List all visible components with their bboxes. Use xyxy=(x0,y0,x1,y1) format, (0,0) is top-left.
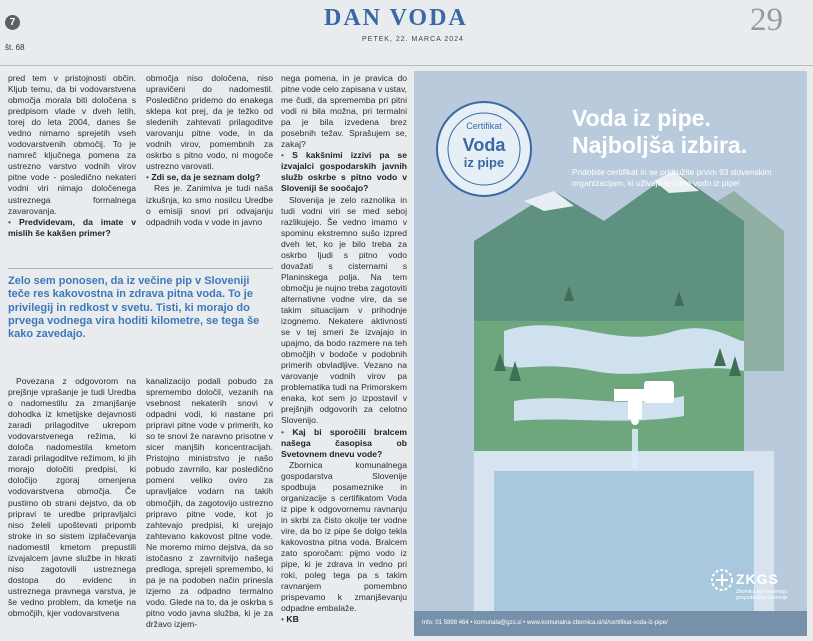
ad-headline xyxy=(572,105,802,159)
zkgs-logo-icon xyxy=(710,568,734,592)
ad-headline-line-2: Najboljša izbira. xyxy=(572,132,748,158)
paragraph: nega pomena, in je pravica do pitne vode celo zapisana v ustav, me čudi, da sprememba pri pitni vodi ni bila možna, pri termalni pa je bila izvedena brez posebnih težav. Sprašujem se, zakaj? xyxy=(281,73,407,150)
ad-contact-footer: Info: 01 5898 464 • komunala@gzs.si • www.komunalna-zbornica.si/sl/certifikat-voda-iz-pipe/ xyxy=(414,611,807,636)
issue-number: št. 68 xyxy=(5,43,25,52)
interview-question xyxy=(8,217,136,239)
paragraph: kanalizacijo podali pobudo za spremembo določil, vezanih na vsebnost nekaterih snovi v odpadni vodi, ki nastane pri pripravi pitne vode v primerih, ko so te snovi že naravno prisotne v sicer manjših koncentracijah. Pristojno ministrstvo je našo pobudo zavrnilo, kar posledično pomeni veliko oviro za upravljalce vodarn na takih območjih, da zagotovijo ustrezno pripravo pitne vode, kot jo zahtevajo predpisi, ki urejajo zahtevano kakovost pitne vode. Ne moremo mimo dejstva, da so istočasno z zavrnitvijo našega predloga, sprejeli spremembo, ki pa je na podoben način prinesla izjemo za odpadno termalno vodo. Glede na to, da je oskrba s pitno vodo javna služba, ki je za državo izjem- xyxy=(146,376,273,630)
paragraph: Slovenija je zelo raznolika in tudi vodni viri se med seboj razlikujejo. Še vedno imamo v spominu ekstremno sušo izpred dveh let, ko je bilo treba za oskrbo ljudi s pitno vodo dovažati s cisternami s Planinskega polja. Na tem območju je nujno treba zagotoviti alternativne vodne vire, da se takim situacijam v prihodnje izognemo. Nekatere aktivnosti se v tej smeri že izvajajo in upajmo, da bodo razmere na teh območjih v bodoče v podobnih primerih obvladljive. Vezano na varovanje vodnih virov pa problematika tudi na Primorskem enaka, kot sem jo izpostavil v prejšnjih odgovorih za celotno Slovenijo. xyxy=(281,194,407,426)
bullet-icon: • xyxy=(281,614,287,625)
certificate-seal-icon xyxy=(434,99,534,199)
signature-text: KB xyxy=(286,614,299,625)
question-text: Kaj bi sporočili bralcem našega časopisa ob Svetovnem dnevu vode? xyxy=(281,426,407,459)
paragraph: Res je. Zanimiva je tudi naša izkušnja, ko smo nosilcu Uredbe o emisiji snovi pri odvajanju odpadnih voda v vode in javno xyxy=(146,183,273,227)
seal-main-text-1: Voda xyxy=(462,135,506,155)
seal-top-text: Certifikat xyxy=(466,121,502,131)
bullet-icon: • xyxy=(8,216,19,227)
paragraph: pred tem v pristojnosti občin. Kljub temu, da bi vodovarstvena območja morala biti določena s predpisom vlade v dveh letih, torej do leta 2004, danes še vedno nimamo sprejetih vseh vodovarstvenih območij. To je namreč ključnega pomena za ustrezno varstvo vodnih virov pitne vode - posledično nekateri vodni viri nimajo določenega ustreznega formalnega zavarovanja. xyxy=(8,73,136,216)
article-lower-column-2 xyxy=(146,376,273,639)
seal-main-text-2: iz pipe xyxy=(463,155,505,170)
bullet-icon: • xyxy=(146,172,152,183)
voda-iz-pipe-advertisement xyxy=(414,71,807,636)
question-text: S kakšnimi izzivi pa se izvajalci gospodarskih javnih služb oskrbe s pitno vodo v Sloveniji še soočajo? xyxy=(281,150,407,194)
paragraph: Povezana z odgovorom na prejšnje vprašanje je tudi Uredba o nadomestilu za zmanjšanje dohodka iz kmetijske dejavnosti zaradi prilagoditve ukrepom vodovarstvenega režima, ki določa nadomestila kmetom zaradi prilagoditve režimom, ki jih morajo določiti predpisi, ki določijo zgoraj omenjena vodovarstvena območja. Če pustimo ob strani dejstvo, da ob pripravi te uredbe pripravljalci niso želeli upoštevati pripomb stroke in so sistem izplačevanja nadomestil kmetom prepustili izvajalcem javne službe in hkrati niso zagotovili ustreznega dostopa do evidenc in ustreznega pravnega varstva, je še vedno problem, da kmetje na območjih, kjer vodovarstvena xyxy=(8,376,136,618)
interview-question xyxy=(146,172,273,183)
page-number: 29 xyxy=(750,2,783,38)
ad-headline-line-1: Voda iz pipe. xyxy=(572,105,711,131)
question-text: Predvidevam, da imate v mislih še kakšen primer? xyxy=(8,216,136,238)
bullet-icon: • xyxy=(281,426,293,437)
author-signature xyxy=(281,614,407,625)
paragraph: območja niso določena, niso upravičeni do nadomestil. Posledično pridemo do enakega sklepa kot prej, da je težko od sledenih zahtevati prilagoditve varovanju pitne vode, in da vodnih virov, pomembnih za oskrbo s pitno vodo, ni mogoče ustrezno varovati. xyxy=(146,73,273,172)
page-badge: 7 xyxy=(5,15,20,30)
article-column-3 xyxy=(281,73,407,639)
interview-question xyxy=(281,427,407,460)
paragraph: Zbornica komunalnega gospodarstva Slovenije spodbuja posameznike in organizacije s certifikatom Voda iz pipe k odgovornemu ravnanju in skrbi za čisto okolje ter vodne vire, da bo iz pipe še dolgo tekla kakovostna pitna voda. Bralcem zato sporočam: pijmo vodo iz pipe, ki je zdrava in vedno pri roki, poleg tega pa s takim ravnanjem pomembno prispevamo k zmanjševanju odpadne embalaže. xyxy=(281,459,407,614)
publication-date: PETEK, 22. MARCA 2024 xyxy=(362,36,464,43)
article-lower-column-1 xyxy=(8,376,136,639)
article-column-1 xyxy=(8,73,136,263)
question-text: Zdi se, da je seznam dolg? xyxy=(151,172,261,183)
pull-quote: Zelo sem ponosen, da iz večine pip v Sloveniji teče res kakovostna in zdrava pitna voda. To je privilegij in redkost v svetu. Tisti, ki morajo do prvega vodnega vira hoditi kilometre, se tega še kako zavedajo. xyxy=(8,268,273,365)
section-title: DAN VODA xyxy=(324,5,468,31)
zkgs-logo-subtitle: Zbornica komunalnega gospodarstva Slovenije xyxy=(736,589,788,601)
article-column-2 xyxy=(146,73,273,263)
zkgs-logo: ZKGS xyxy=(736,571,779,587)
interview-question xyxy=(281,150,407,194)
ad-subtitle: Pridobite certifikat in se pridružite prvim 93 slovenskim organizacijam, ki uživajo le pitno vodo iz pipe! xyxy=(572,167,772,188)
header-divider xyxy=(0,65,813,66)
bullet-icon: • xyxy=(281,150,293,161)
